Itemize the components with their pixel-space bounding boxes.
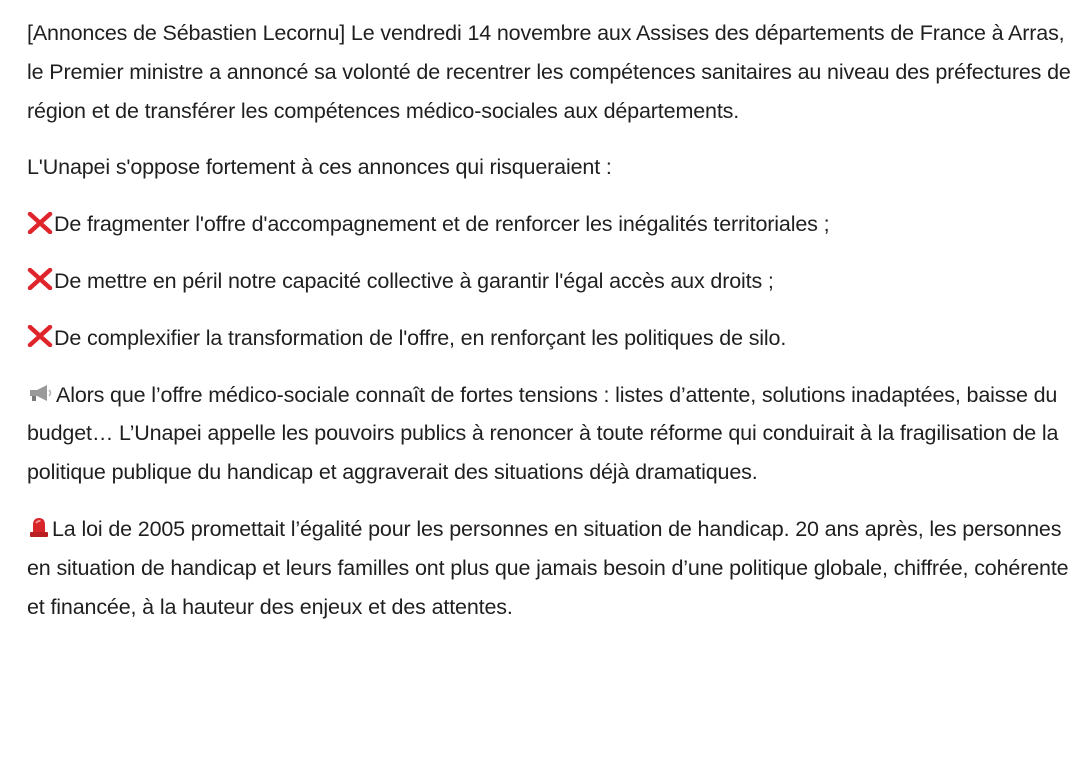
- siren-icon: [27, 514, 51, 540]
- paragraph-law-2005: [27, 510, 1073, 626]
- list-item-risk: [27, 262, 1073, 301]
- cross-mark-icon: [27, 212, 53, 234]
- paragraph-text: [Annonces de Sébastien Lecornu] Le vendredi 14 novembre aux Assises des départements de France à Arras, le Premier ministre a annoncé sa volonté de recentrer les compétences sanitaires au niveau des préfectures de région et de transférer les compétences médico-sociales aux départements.: [27, 21, 1071, 123]
- paragraph-text: L'Unapei s'oppose fortement à ces annonces qui risqueraient :: [27, 155, 612, 180]
- list-item-text: De complexifier la transformation de l'offre, en renforçant les politiques de silo.: [54, 325, 787, 350]
- paragraph-text: La loi de 2005 promettait l’égalité pour les personnes en situation de handicap. 20 ans après, les personnes en situation de handicap et leurs familles ont plus que jamais besoin d’une politique globale, chiffrée, cohérente et financée, à la hauteur des enjeux et des attentes.: [27, 516, 1069, 619]
- paragraph-announcement: [27, 14, 1073, 130]
- paragraph-tensions: [27, 376, 1073, 492]
- post-body: [27, 14, 1073, 644]
- list-item-risk: [27, 319, 1073, 358]
- paragraph-text: Alors que l’offre médico-sociale connaît de fortes tensions : listes d’attente, solutions inadaptées, baisse du budget… L’Unapei appelle les pouvoirs publics à renoncer à toute réforme qui conduirait à la fragilisation de la politique publique du handicap et aggraverait des situations déjà dramatiques.: [27, 382, 1059, 485]
- cross-mark-icon: [27, 268, 53, 290]
- list-item-text: De mettre en péril notre capacité collective à garantir l'égal accès aux droits ;: [54, 268, 774, 293]
- megaphone-icon: [27, 383, 55, 403]
- cross-mark-icon: [27, 325, 53, 347]
- paragraph-opposition: [27, 148, 1073, 187]
- list-item-risk: [27, 205, 1073, 244]
- list-item-text: De fragmenter l'offre d'accompagnement et de renforcer les inégalités territoriales ;: [54, 212, 830, 237]
